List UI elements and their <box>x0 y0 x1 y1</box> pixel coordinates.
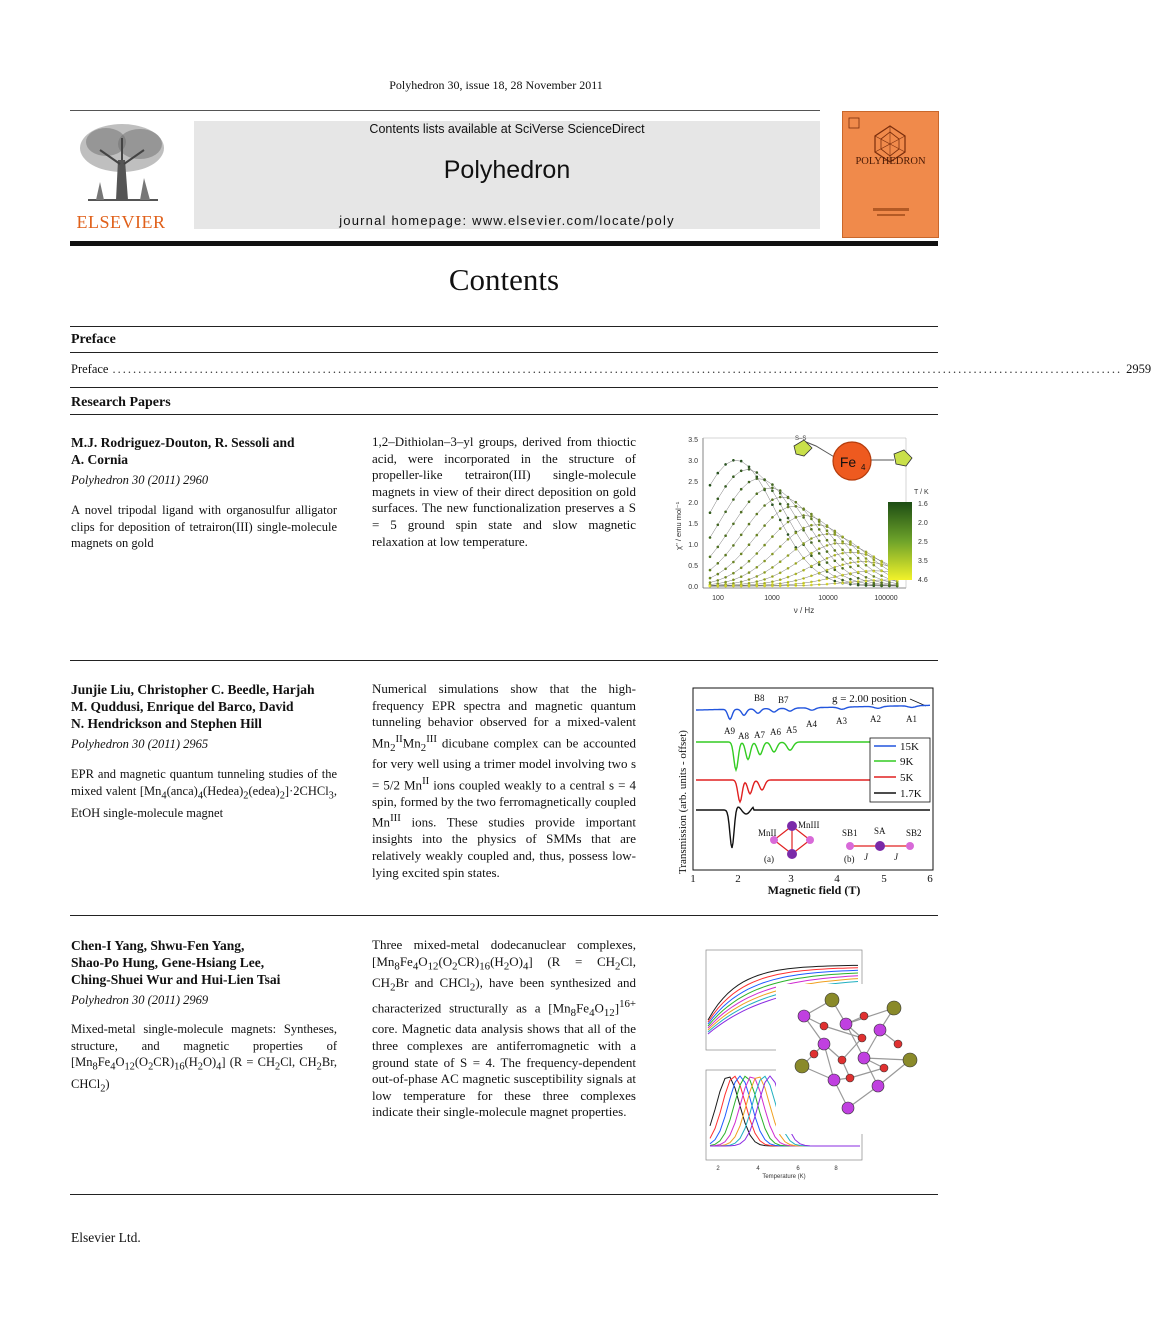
x-axis-label: Magnetic field (T) <box>767 883 861 897</box>
crystal-structure <box>776 984 926 1134</box>
x-tick: 10000 <box>818 595 838 602</box>
preface-page-number: 2959 <box>1126 362 1151 376</box>
contents-available-line[interactable]: Contents lists available at SciVerse ScienceDirect <box>369 122 645 136</box>
svg-text:(a): (a) <box>764 854 774 864</box>
x-tick: 3 <box>788 873 794 885</box>
svg-text:J: J <box>894 852 898 862</box>
legend-item: 9K <box>900 756 914 768</box>
section-rule <box>70 414 938 415</box>
x-tick: 2 <box>735 873 741 885</box>
y-tick: 0.0 <box>688 584 698 591</box>
atom <box>820 1022 828 1030</box>
y-tick: 1.5 <box>688 521 698 528</box>
fe4-subscript: 4 <box>861 463 866 472</box>
atom <box>795 1059 809 1073</box>
elsevier-wordmark: ELSEVIER <box>76 212 166 232</box>
peak-label: A4 <box>806 719 817 729</box>
graphical-abstract-1 <box>676 430 938 620</box>
colorbar-title: T / K <box>914 489 929 496</box>
atom <box>838 1056 846 1064</box>
authors-line: N. Hendrickson and Stephen Hill <box>71 716 262 731</box>
colorbar-tick: 2.5 <box>918 539 928 546</box>
peak-label: A9 <box>724 726 735 736</box>
page-title: Contents <box>448 262 560 297</box>
section-rule <box>70 387 938 388</box>
article-title[interactable]: A novel tripodal ligand with organosulfur alligator clips for deposition of tetrairon(III) single-molecule magnets on gold <box>71 503 337 550</box>
x-tick: 6 <box>927 873 933 885</box>
atom <box>858 1034 866 1042</box>
authors-line: Junjie Liu, Christopher C. Beedle, Harjah <box>71 682 315 697</box>
x-tick: 1 <box>690 873 696 885</box>
peak-label: A2 <box>870 714 881 724</box>
article-authors <box>71 434 346 468</box>
authors-line: A. Cornia <box>71 452 128 467</box>
article-citation[interactable]: Polyhedron 30 (2011) 2969 <box>71 993 209 1007</box>
atom <box>818 1038 830 1050</box>
atom <box>880 1064 888 1072</box>
journal-title: Polyhedron <box>443 156 571 184</box>
peak-label: A6 <box>770 727 781 737</box>
x-tick: 100000 <box>874 595 898 602</box>
peak-label: A5 <box>786 725 797 735</box>
section-rule <box>70 326 938 327</box>
colorbar-tick: 4.6 <box>918 577 928 584</box>
journal-issue-line: Polyhedron 30, issue 18, 28 November 2011 <box>389 78 603 92</box>
y-tick: 0.5 <box>688 563 698 570</box>
elsevier-logo[interactable] <box>70 120 172 232</box>
atom <box>872 1080 884 1092</box>
x-axis-label: ν / Hz <box>793 606 815 615</box>
svg-text:SA: SA <box>874 826 886 836</box>
atom <box>825 993 839 1007</box>
colorbar-tick: 3.5 <box>918 558 928 565</box>
article-title[interactable]: EPR and magnetic quantum tunneling studies of the mixed valent $[Mn_4(anca)_4(Hedea)_2(edea)_2]\cdot 2CHCl_3$, EtOH single-molecule magnet <box>71 767 337 820</box>
atom <box>858 1052 870 1064</box>
atom <box>874 1024 886 1036</box>
cover-polyhedron-icon <box>843 112 938 237</box>
x-tick: 6 <box>796 1166 800 1172</box>
article-authors <box>71 937 346 988</box>
peak-label: A3 <box>836 716 847 726</box>
ac-susceptibility-chart <box>676 430 938 620</box>
article-separator <box>70 660 938 661</box>
graphical-abstract-2 <box>674 682 938 898</box>
svg-text:SB1: SB1 <box>842 828 858 838</box>
preface-entry[interactable] <box>71 362 1151 377</box>
article-authors <box>71 681 346 732</box>
svg-text:J: J <box>864 852 868 862</box>
magnetic-susceptibility-figure <box>684 940 936 1180</box>
cover-title: POLYHEDRON <box>855 156 926 167</box>
masthead-rule <box>70 110 820 111</box>
article-separator <box>70 915 938 916</box>
x-tick: 8 <box>834 1166 838 1172</box>
y-tick: 3.0 <box>688 458 698 465</box>
peak-label: B7 <box>778 695 789 705</box>
svg-text:SB2: SB2 <box>906 828 922 838</box>
x-tick: 2 <box>716 1166 720 1172</box>
x-axis-label: Temperature (K) <box>762 1174 806 1180</box>
atom <box>903 1053 917 1067</box>
atom <box>860 1012 868 1020</box>
article-abstract: 1,2–Dithiolan–3–yl groups, derived from thioctic acid, were incorporated in the structure of propeller-like tetrairon(III) single-molecule magnets in view of their direct deposition on gold surfaces. The new functionalization preserves a S = 5 ground spin state and slow magnetic relaxation at low temperature. <box>372 434 636 549</box>
g-position-label: g = 2.00 position <box>832 693 907 705</box>
x-tick: 5 <box>881 873 887 885</box>
x-tick: 4 <box>834 873 840 885</box>
epr-spectra-chart <box>674 682 938 898</box>
svg-text:MnIII: MnIII <box>798 820 820 830</box>
peak-label: A7 <box>754 730 765 740</box>
footer-rule <box>70 1194 938 1195</box>
peak-label: B8 <box>754 693 765 703</box>
y-axis-label: Transmission (arb. units - offset) <box>677 730 689 874</box>
leader-dots: ..................................................................................................................................................................................................... <box>112 362 1123 376</box>
atom <box>810 1050 818 1058</box>
svg-text:(b): (b) <box>844 854 855 864</box>
y-tick: 1.0 <box>688 542 698 549</box>
temperature-colorbar <box>888 502 912 580</box>
article-citation[interactable]: Polyhedron 30 (2011) 2960 <box>71 473 209 487</box>
atom <box>828 1074 840 1086</box>
section-heading-preface: Preface <box>71 332 116 347</box>
article-title[interactable]: Mixed-metal single-molecule magnets: Syntheses, structure, and magnetic properties of $[Mn_8Fe_4O_{12}(O_2CR)_{16}(H_2O)_4] (R = CH_2Cl$, $CH_2Br$, CHCl$_2$) <box>71 1022 337 1095</box>
peak-label: A8 <box>738 731 749 741</box>
colorbar-tick: 1.6 <box>918 501 928 508</box>
peak-label: A1 <box>906 714 917 724</box>
legend-item: 15K <box>900 741 919 753</box>
authors-line: M.J. Rodriguez-Douton, R. Sessoli and <box>71 435 295 450</box>
authors-line: Shao-Po Hung, Gene-Hsiang Lee, <box>71 955 265 970</box>
svg-text:MnII: MnII <box>758 828 777 838</box>
atom <box>846 1074 854 1082</box>
atom <box>894 1040 902 1048</box>
atom <box>840 1018 852 1030</box>
atom <box>798 1010 810 1022</box>
section-heading-research-papers: Research Papers <box>71 395 171 410</box>
authors-line: Ching-Shuei Wur and Hui-Lien Tsai <box>71 972 281 987</box>
article-abstract: Numerical simulations show that the high-frequency EPR spectra and magnetic quantum tunneling behavior observed for a mixed-valent $Mn_2^{II}Mn_2^{III}$ dicubane complex can be accounted for very well using a trimer model involving two s = 5/2 $Mn^{II}$ ions coupled weakly to a central s = 4 spin, formed by the two ferromagnetically coupled $Mn^{III}$ ions. These studies provide important insights into the physics of SMMs that are relatively weakly coupled and, thus, possess low-lying excited spin states. <box>372 681 636 880</box>
fe4-label: Fe <box>839 454 857 470</box>
journal-homepage-link[interactable]: journal homepage: www.elsevier.com/locate/poly <box>339 213 675 228</box>
y-tick: 2.5 <box>688 479 698 486</box>
publisher-name: Elsevier Ltd. <box>71 1230 141 1245</box>
section-rule <box>70 352 938 353</box>
y-tick: 2.0 <box>688 500 698 507</box>
legend-item: 1.7K <box>900 788 922 800</box>
authors-line: Chen-I Yang, Shwu-Fen Yang, <box>71 938 245 953</box>
atom <box>842 1102 854 1114</box>
atom <box>887 1001 901 1015</box>
data-point <box>709 511 712 514</box>
article-citation[interactable]: Polyhedron 30 (2011) 2965 <box>71 737 209 751</box>
article-abstract: Three mixed-metal dodecanuclear complexes, $[Mn_8Fe_4O_{12}(O_2CR)_{16}(H_2O)_4] (R = CH_2Cl$, $CH_2Br$ and CHCl$_2$), have been synthesized and characterized structurally as a $[Mn_8Fe_4O_{12}]^{16+}$ core. Magnetic data analysis shows that all of the three complexes are antiferromagnetic with a ground state of S = 4. The frequency-dependent out-of-phase AC magnetic susceptibility signals at low temperature for these three complexes indicate their single-molecule magnet properties. <box>372 937 636 1120</box>
graphical-abstract-3 <box>684 940 936 1180</box>
authors-line: M. Quddusi, Enrique del Barco, David <box>71 699 294 714</box>
data-point <box>709 484 712 487</box>
svg-text:S–S: S–S <box>795 436 807 442</box>
x-tick: 1000 <box>764 595 780 602</box>
header-divider <box>70 241 938 246</box>
y-axis-label: χ'' / emu mol⁻¹ <box>674 501 683 550</box>
journal-cover-thumbnail[interactable] <box>842 111 939 238</box>
preface-label: Preface <box>71 362 109 376</box>
x-tick: 4 <box>756 1166 760 1172</box>
y-tick: 3.5 <box>688 437 698 444</box>
legend-item: 5K <box>900 772 914 784</box>
x-tick: 100 <box>712 595 724 602</box>
colorbar-tick: 2.0 <box>918 520 928 527</box>
